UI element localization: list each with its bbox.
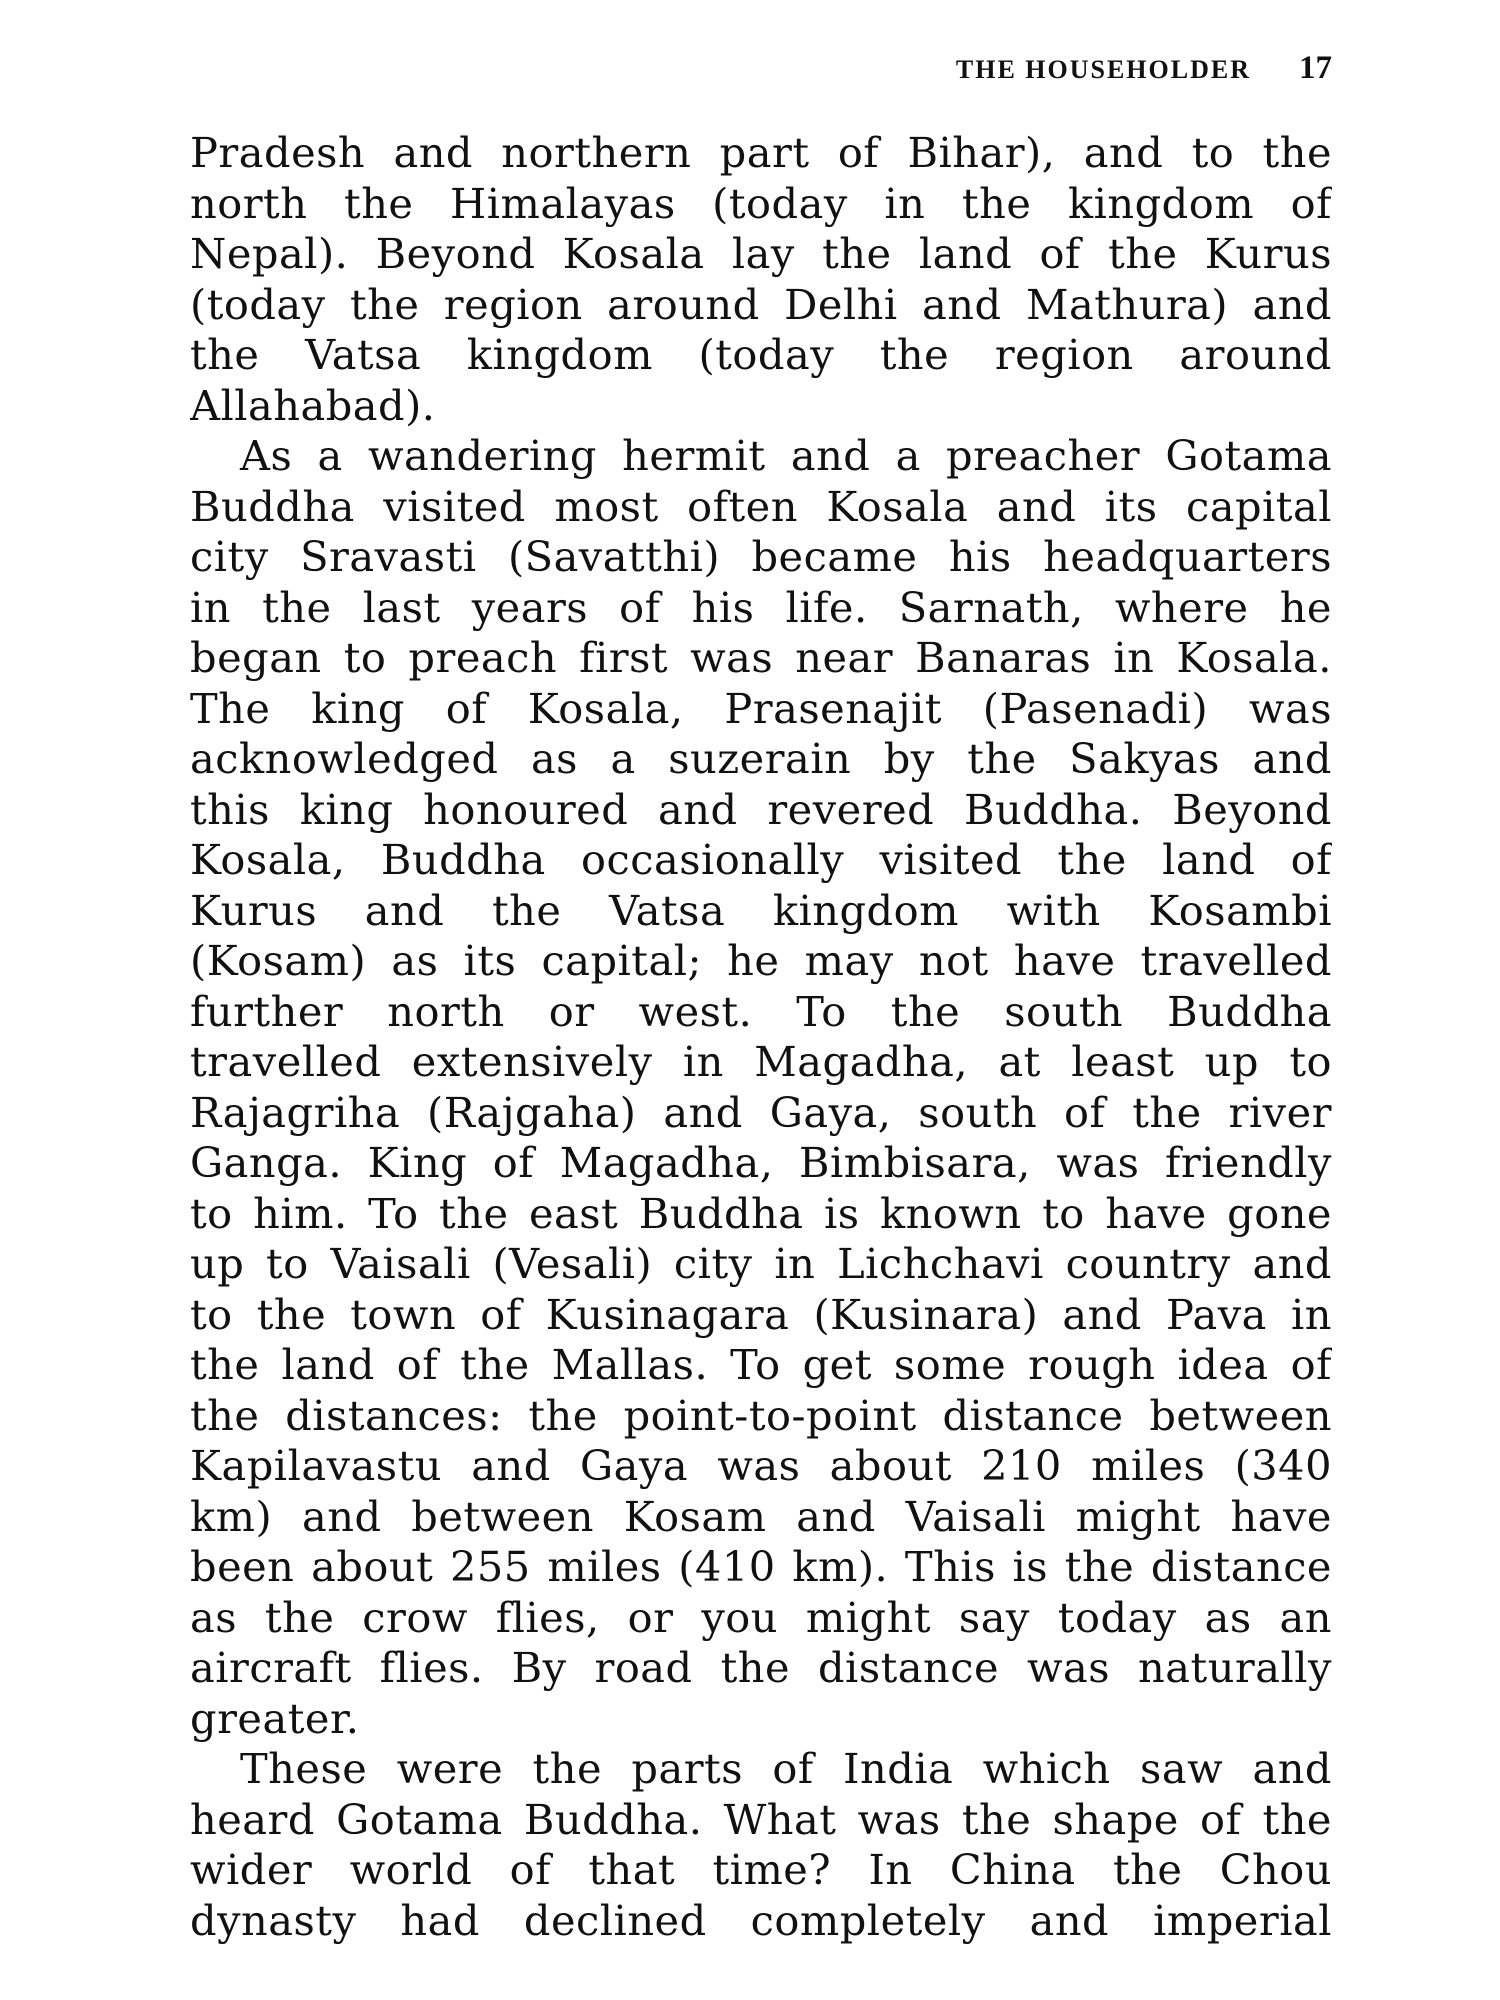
text-line: Pradesh and northern part of Bihar), and to the <box>190 128 1332 177</box>
text-line: These were the parts of India which saw and <box>240 1744 1332 1793</box>
text-line: Allahabad). <box>190 380 436 430</box>
text-line: (Kosam) as its capital; he may not have travelled <box>190 936 1332 985</box>
text-line: Ganga. King of Magadha, Bimbisara, was friendly <box>190 1138 1332 1187</box>
text-line: Buddha visited most often Kosala and its capital <box>190 481 1332 531</box>
text-line: Kapilavastu and Gaya was about 210 miles (340 <box>190 1441 1332 1490</box>
text-line: began to preach first was near Banaras in Kosala. <box>190 633 1332 682</box>
text-line: heard Gotama Buddha. What was the shape of the <box>190 1794 1332 1844</box>
text-line: up to Vaisali (Vesali) city in Lichchavi country and <box>190 1239 1332 1288</box>
text-line: wider world of that time? In China the Chou <box>190 1845 1332 1894</box>
text-line: been about 255 miles (410 km). This is the distance <box>190 1542 1332 1591</box>
text-line: north the Himalayas (today in the kingdom of <box>190 178 1332 228</box>
text-line: the land of the Mallas. To get some rough idea of <box>190 1340 1332 1389</box>
text-line: in the last years of his life. Sarnath, where he <box>190 582 1332 632</box>
text-line: As a wandering hermit and a preacher Gotama <box>240 431 1332 480</box>
text-line: as the crow flies, or you might say today as an <box>190 1592 1332 1642</box>
text-line: further north or west. To the south Buddha <box>190 986 1332 1036</box>
body-text <box>190 128 1332 1946</box>
text-line: acknowledged as a suzerain by the Sakyas and <box>190 734 1332 783</box>
text-line: to him. To the east Buddha is known to have gone <box>190 1188 1332 1238</box>
text-line: Rajagriha (Rajgaha) and Gaya, south of the river <box>190 1087 1332 1137</box>
text-line: greater. <box>190 1693 360 1743</box>
text-line: Nepal). Beyond Kosala lay the land of the Kurus <box>190 229 1332 278</box>
text-line: The king of Kosala, Prasenajit (Pasenadi) was <box>190 683 1332 733</box>
text-line: this king honoured and revered Buddha. Beyond <box>190 784 1332 834</box>
text-line: to the town of Kusinagara (Kusinara) and Pava in <box>190 1289 1332 1339</box>
text-line: Kurus and the Vatsa kingdom with Kosambi <box>190 885 1332 935</box>
text-line: (today the region around Delhi and Mathura) and <box>190 279 1332 329</box>
page-number: 17 <box>1299 50 1332 86</box>
text-line: km) and between Kosam and Vaisali might have <box>190 1491 1332 1541</box>
text-line: the distances: the point-to-point distance between <box>190 1390 1332 1440</box>
text-line: city Sravasti (Savatthi) became his headquarters <box>190 532 1332 581</box>
running-title: THE HOUSEHOLDER <box>955 55 1251 84</box>
text-line: aircraft flies. By road the distance was naturally <box>190 1643 1332 1692</box>
text-line: Kosala, Buddha occasionally visited the land of <box>190 835 1332 884</box>
running-head <box>190 48 1332 88</box>
text-line: travelled extensively in Magadha, at least up to <box>190 1037 1332 1086</box>
text-line: the Vatsa kingdom (today the region around <box>190 330 1332 379</box>
text-line: dynasty had declined completely and imperial <box>190 1895 1332 1945</box>
